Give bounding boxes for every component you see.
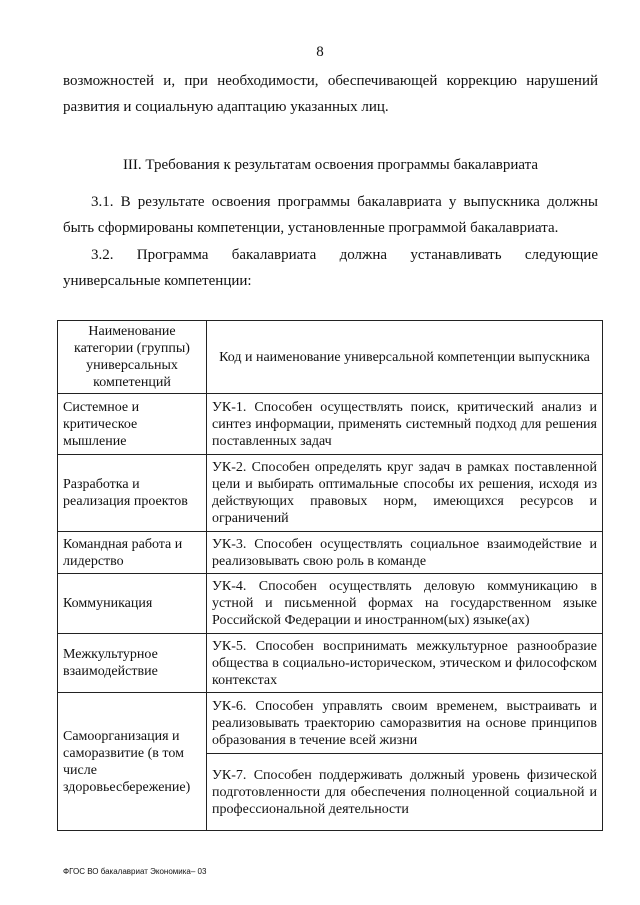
category-cell: Системное и критическое мышление [58,394,207,455]
competency-cell: УК-1. Способен осуществлять поиск, критический анализ и синтез информации, применять системный подход для решения поставленных задач [207,394,603,455]
continuation-paragraph: возможностей и, при необходимости, обеспечивающей коррекцию нарушений развития и социальную адаптацию указанных лиц. [63,73,598,115]
paragraph-3-1: 3.1. В результате освоения программы бакалавриата у выпускника должны быть сформированы компетенции, установленные программой бакалавриата. [63,194,598,236]
header-category: Наименование категории (группы) универсальных компетенций [58,321,207,394]
category-cell: Командная работа и лидерство [58,532,207,574]
category-cell: Коммуникация [58,574,207,634]
paragraph-3-2: 3.2. Программа бакалавриата должна устанавливать следующие универсальные компетенции: [63,247,598,289]
table-row [58,532,603,574]
competency-cell: УК-7. Способен поддерживать должный уровень физической подготовленности для обеспечения полноценной социальной и профессиональной деятельности [207,754,603,831]
category-cell: Самоорганизация и саморазвитие (в том числе здоровьесбережение) [58,693,207,831]
footer-text: ФГОС ВО бакалавриат Экономика– 03 [63,867,207,876]
section-heading: III. Требования к результатам освоения программы бакалавриата [122,157,539,173]
table-row [58,574,603,634]
table-header-row [58,321,603,394]
competency-cell: УК-3. Способен осуществлять социальное взаимодействие и реализовывать свою роль в команде [207,532,603,574]
header-code: Код и наименование универсальной компетенции выпускника [207,321,603,394]
competency-cell: УК-5. Способен воспринимать межкультурное разнообразие общества в социально-историческом, этическом и философском контекстах [207,634,603,693]
competencies-table [57,320,603,831]
table-row [58,693,603,754]
page-number: 8 [316,44,324,60]
category-cell: Межкультурное взаимодействие [58,634,207,693]
competency-cell: УК-4. Способен осуществлять деловую коммуникацию в устной и письменной формах на государственном языке Российской Федерации и иностранном(ых) языке(ах) [207,574,603,634]
table-row [58,455,603,532]
table-row [58,634,603,693]
competency-cell: УК-6. Способен управлять своим временем, выстраивать и реализовывать траекторию саморазвития на основе принципов образования в течение всей жизни [207,693,603,754]
table-row [58,394,603,455]
category-cell: Разработка и реализация проектов [58,455,207,532]
competency-cell: УК-2. Способен определять круг задач в рамках поставленной цели и выбирать оптимальные способы их решения, исходя из действующих правовых норм, имеющихся ресурсов и ограничений [207,455,603,532]
